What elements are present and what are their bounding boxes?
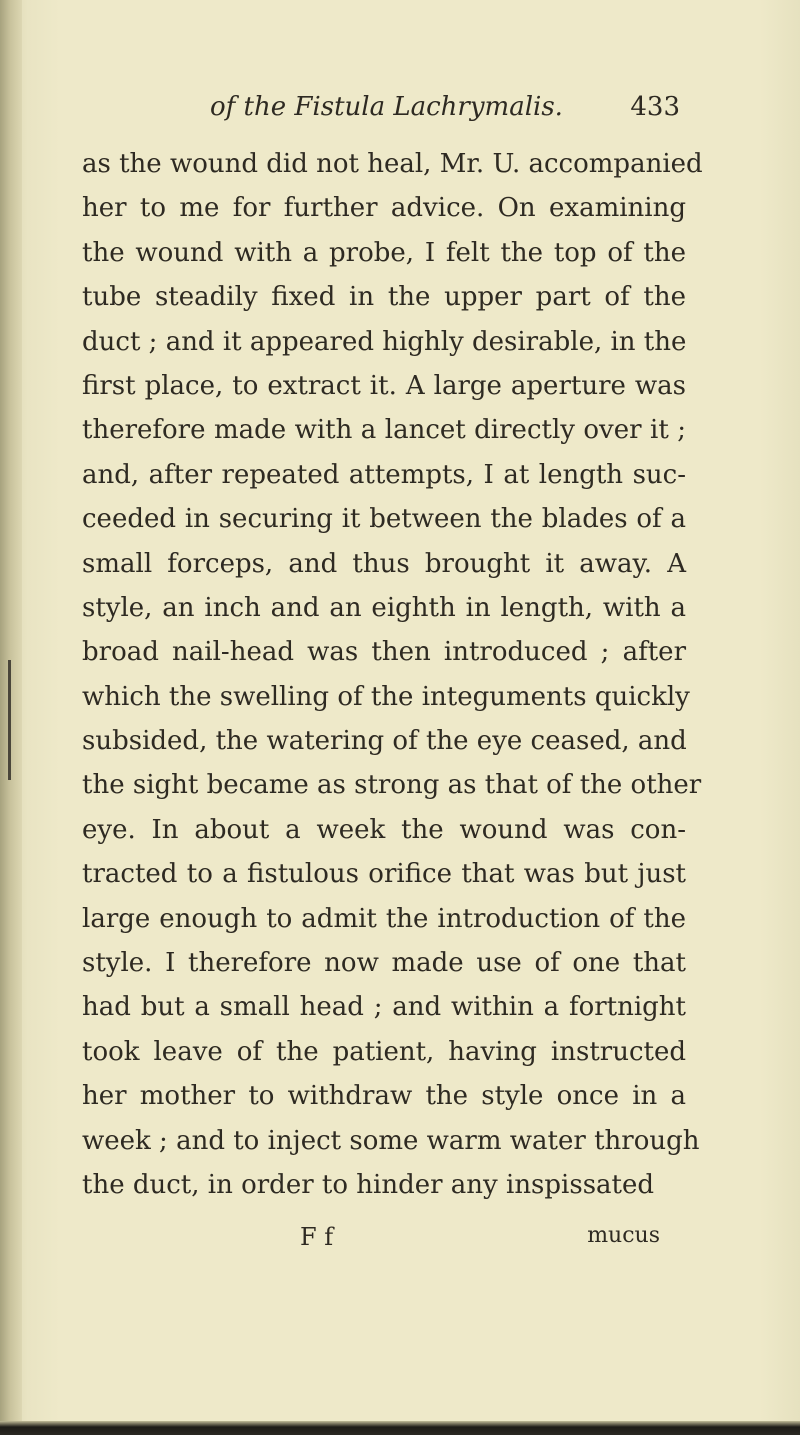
text-line: style. I therefore now made use of one that (82, 948, 686, 979)
text-line: had but a small head ; and within a fortnight (82, 992, 686, 1023)
text-line: which the swelling of the integuments quickly (82, 681, 690, 712)
text-line: style, an inch and an eighth in length, with a (82, 592, 686, 623)
text-line: week ; and to inject some warm water through (82, 1125, 700, 1156)
signature-mark: F f (300, 1223, 334, 1251)
text-line: small forceps, and thus brought it away. A (82, 548, 686, 579)
text-line: duct ; and it appeared highly desirable, in the (82, 326, 687, 357)
page-gutter (0, 0, 22, 1435)
text-line: her to me for further advice. On examining (82, 193, 686, 224)
text-line: tracted to a fistulous orifice that was but just (82, 859, 686, 890)
page-bottom-edge (0, 1421, 800, 1435)
catchword: mucus (587, 1223, 660, 1248)
text-line: first place, to extract it. A large aperture was (82, 370, 686, 401)
text-line: as the wound did not heal, Mr. U. accompanied (82, 149, 703, 179)
text-line: took leave of the patient, having instructed (82, 1036, 686, 1067)
text-line: ceeded in securing it between the blades of a (82, 504, 686, 535)
text-line: the sight became as strong as that of the other (82, 770, 702, 801)
page-number: 433 (630, 92, 680, 122)
page-footer (300, 1223, 660, 1259)
text-line: her mother to withdraw the style once in a (82, 1081, 686, 1112)
text-line: broad nail-head was then introduced ; after (82, 637, 686, 668)
text-line: the duct, in order to hinder any inspissated (82, 1169, 655, 1200)
text-line: eye. In about a week the wound was con- (82, 814, 686, 845)
gutter-shadow-line (8, 660, 11, 780)
text-line: tube steadily fixed in the upper part of the (82, 282, 686, 313)
text-line: therefore made with a lancet directly over it ; (82, 415, 686, 446)
text-line: the wound with a probe, I felt the top of the (82, 237, 686, 268)
page-header (210, 92, 680, 132)
text-line: and, after repeated attempts, I at length suc- (82, 459, 686, 490)
text-line: large enough to admit the introduction of the (82, 903, 686, 934)
body-text (82, 142, 703, 1207)
running-title: of the Fistula Lachrymalis. (210, 92, 563, 122)
text-line: subsided, the watering of the eye ceased, and (82, 726, 687, 757)
